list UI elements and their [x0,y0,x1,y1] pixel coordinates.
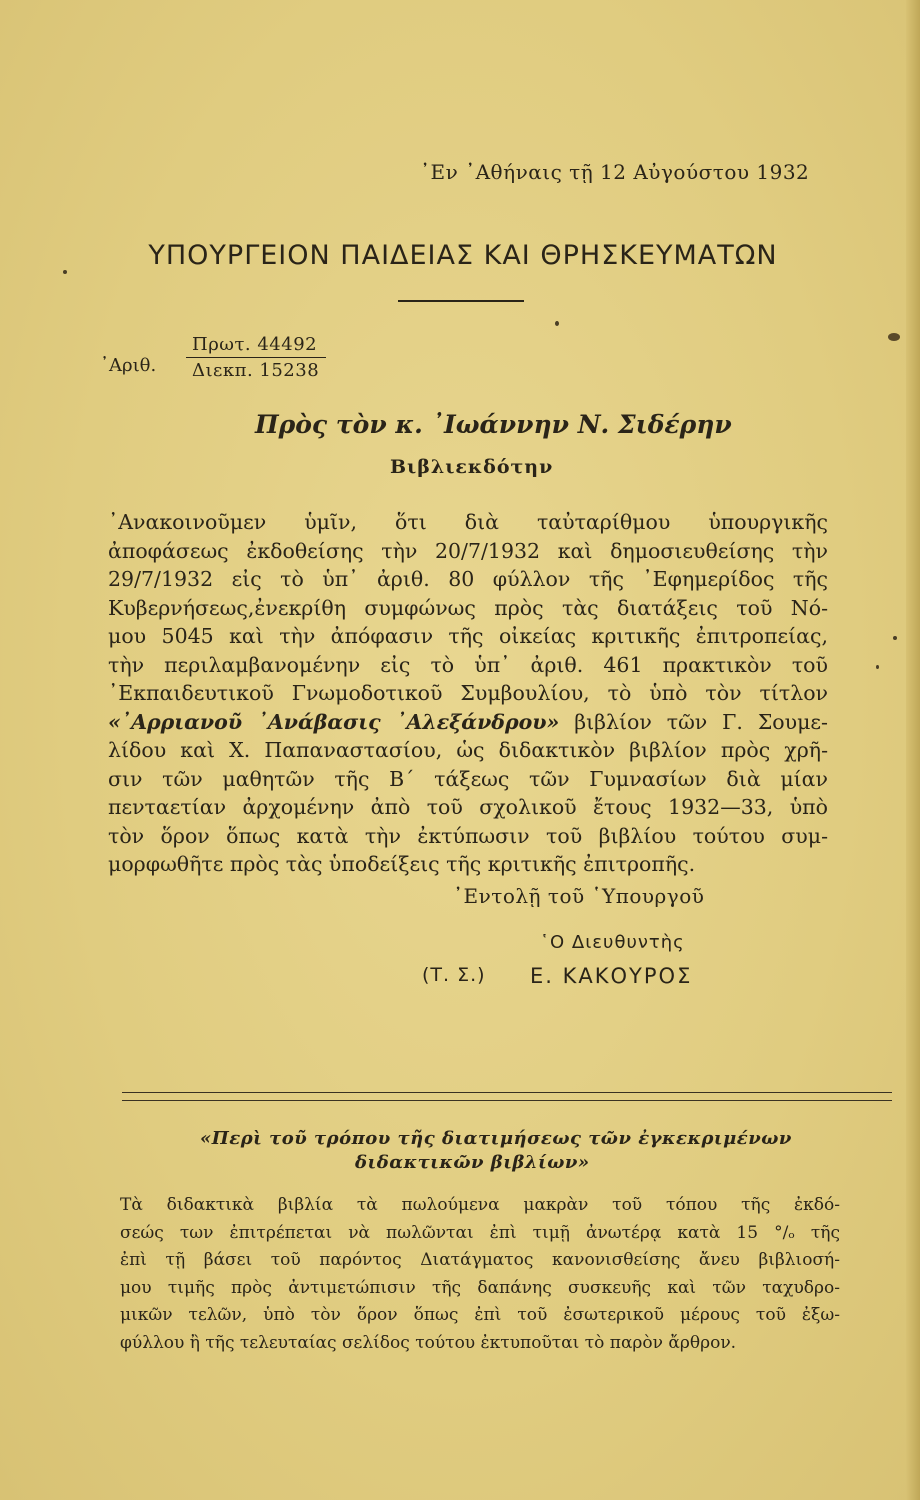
ink-speck [876,665,879,669]
document-date: ᾿Εν ᾿Αθήναις τῇ 12 Αὐγούστου 1932 [420,160,810,184]
body-line: σιν τῶν μαθητῶν τῆς Β´ τάξεως τῶν Γυμνασίων διὰ μίαν [108,766,828,791]
section-line: μικῶν τελῶν, ὑπὸ τὸν ὅρον ὅπως ἐπὶ τοῦ ἐσωτερικοῦ μέρους τοῦ ἐξω- [120,1305,840,1325]
section-body [120,1192,840,1357]
signatory-name: Ε. ΚΑΚΟΥΡΟΣ [530,964,693,988]
reference-label: ᾿Αριθ. [100,355,157,376]
body-line: ᾿Εκπαιδευτικοῦ Γνωμοδοτικοῦ Συμβουλίου, τὸ ὑπὸ τὸν τίτλον [108,681,828,705]
section-title-line-2: διδακτικῶν βιβλίων» [355,1152,590,1173]
body-line: 29/7/1932 εἰς τὸ ὑπ᾿ ἀριθ. 80 φύλλον τῆς ᾿Εφημερίδος τῆς [108,567,828,591]
book-title: «᾿Αρριανοῦ ᾿Ανάβασις ᾿Αλεξάνδρου» [108,709,560,734]
ink-speck [893,636,897,640]
signature-order: ᾿Εντολῇ τοῦ ῾Υπουργοῦ [453,884,705,908]
seal-mark: (Τ. Σ.) [422,964,486,986]
ink-speck [888,333,900,341]
body-title-line [108,708,828,737]
section-line: Τὰ διδακτικὰ βιβλία τὰ πωλούμενα μακρὰν τοῦ τόπου τῆς ἐκδό- [120,1195,840,1215]
body-line: Κυβερνήσεως,ἐνεκρίθη συμφώνως πρὸς τὰς διατάξεις τοῦ Νό- [108,595,828,620]
section-line: ἐπὶ τῇ βάσει τοῦ παρόντος Διατάγματος κανονισθείσης ἄνευ βιβλιοσή- [120,1250,840,1270]
body-line: ᾿Ανακοινοῦμεν ὑμῖν, ὅτι διὰ ταὐταρίθμου ὑπουργικῆς [108,510,828,534]
section-line: μου τιμῆς πρὸς ἀντιμετώπισιν τῆς δαπάνης συσκευῆς καὶ τῶν ταχυδρο- [120,1277,840,1298]
body-line: τὸν ὅρον ὅπως κατὰ τὴν ἐκτύπωσιν τοῦ βιβλίου τούτου συμ- [108,823,828,848]
body-title-rest: βιβλίον τῶν Γ. Σουμε- [574,709,828,734]
section-divider-top [122,1092,892,1093]
ink-speck [555,321,559,326]
reference-fraction-line [186,357,326,358]
addressee: Πρὸς τὸν κ. ᾿Ιωάννην Ν. Σιδέρην [255,410,732,439]
section-title-line-1: «Περὶ τοῦ τρόπου τῆς διατιμήσεως τῶν ἐγκεκριμένων [200,1128,792,1149]
ink-speck [63,270,67,274]
section-line: σεώς των ἐπιτρέπεται νὰ πωλῶνται ἐπὶ τιμῇ ἀνωτέρᾳ κατὰ 15 °/ₒ τῆς [120,1222,840,1243]
protocol-number: Πρωτ. 44492 [192,334,318,355]
body-line: μου 5045 καὶ τὴν ἀπόφασιν τῆς οἰκείας κριτικῆς ἐπιτροπείας, [108,624,828,648]
body-last-line: μορφωθῆτε πρὸς τὰς ὑποδείξεις τῆς κριτικῆς ἐπιτροπῆς. [108,852,696,876]
body-line: τὴν περιλαμβανομένην εἰς τὸ ὑπ᾿ ἀριθ. 461 πρακτικὸν τοῦ [108,652,828,677]
body-line: λίδου καὶ Χ. Παπαναστασίου, ὡς διδακτικὸν βιβλίον πρὸς χρῆ- [108,738,828,762]
addressee-occupation: Βιβλιεκδότην [390,456,554,478]
paper-edge [906,0,920,1500]
ministry-heading: ΥΠΟΥΡΓΕΙΟΝ ΠΑΙΔΕΙΑΣ ΚΑΙ ΘΡΗΣΚΕΥΜΑΤΩΝ [148,240,778,271]
signature-director-title: ῾Ο Διευθυντὴς [540,932,685,953]
body-line: πενταετίαν ἀρχομένην ἀπὸ τοῦ σχολικοῦ ἔτους 1932—33, ὑπὸ [108,795,828,819]
section-last-line: φύλλου ἢ τῆς τελευταίας σελίδος τούτου ἐκτυποῦται τὸ παρὸν ἄρθρον. [120,1332,737,1353]
letter-body [108,508,828,879]
heading-divider [398,300,524,302]
section-divider-bottom [122,1100,892,1101]
dispatch-number: Διεκπ. 15238 [192,360,320,381]
body-line: ἀποφάσεως ἐκδοθείσης τὴν 20/7/1932 καὶ δημοσιευθείσης τὴν [108,538,828,563]
